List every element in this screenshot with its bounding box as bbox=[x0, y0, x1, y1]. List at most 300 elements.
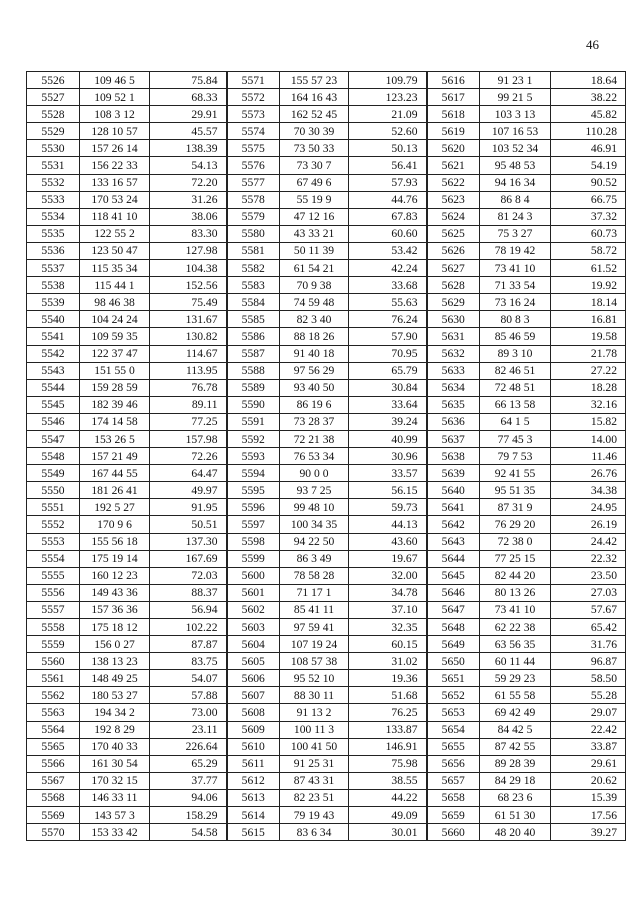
bearing-cell: 118 41 10 bbox=[80, 208, 150, 225]
bearing-cell: 69 42 49 bbox=[480, 704, 551, 721]
bearing-cell: 97 56 29 bbox=[280, 362, 349, 379]
point-id-cell: 5609 bbox=[227, 721, 280, 738]
bearing-cell: 180 53 27 bbox=[80, 687, 150, 704]
distance-cell: 76.25 bbox=[349, 704, 427, 721]
distance-cell: 44.76 bbox=[349, 191, 427, 208]
distance-cell: 51.68 bbox=[349, 687, 427, 704]
distance-cell: 38.22 bbox=[551, 89, 626, 106]
bearing-cell: 71 33 54 bbox=[480, 277, 551, 294]
point-id-cell: 5595 bbox=[227, 482, 280, 499]
bearing-cell: 73 41 10 bbox=[480, 260, 551, 277]
bearing-cell: 61 54 21 bbox=[280, 260, 349, 277]
bearing-cell: 161 30 54 bbox=[80, 755, 150, 772]
point-id-cell: 5550 bbox=[27, 482, 80, 499]
distance-cell: 157.98 bbox=[150, 430, 227, 447]
bearing-cell: 192 5 27 bbox=[80, 499, 150, 516]
bearing-cell: 75 3 27 bbox=[480, 225, 551, 242]
bearing-cell: 81 24 3 bbox=[480, 208, 551, 225]
distance-cell: 96.87 bbox=[551, 653, 626, 670]
point-id-cell: 5541 bbox=[27, 328, 80, 345]
point-id-cell: 5632 bbox=[427, 345, 480, 362]
point-id-cell: 5546 bbox=[27, 413, 80, 430]
point-id-cell: 5580 bbox=[227, 225, 280, 242]
bearing-cell: 109 52 1 bbox=[80, 89, 150, 106]
table-row bbox=[27, 584, 626, 601]
bearing-cell: 68 23 6 bbox=[480, 789, 551, 806]
point-id-cell: 5608 bbox=[227, 704, 280, 721]
table-body bbox=[27, 72, 626, 841]
point-id-cell: 5606 bbox=[227, 670, 280, 687]
distance-cell: 31.02 bbox=[349, 653, 427, 670]
bearing-cell: 100 41 50 bbox=[280, 738, 349, 755]
distance-cell: 138.39 bbox=[150, 140, 227, 157]
distance-cell: 33.87 bbox=[551, 738, 626, 755]
point-id-cell: 5533 bbox=[27, 191, 80, 208]
table-row bbox=[27, 242, 626, 259]
distance-cell: 52.60 bbox=[349, 123, 427, 140]
distance-cell: 17.56 bbox=[551, 807, 626, 824]
point-id-cell: 5572 bbox=[227, 89, 280, 106]
bearing-cell: 85 46 59 bbox=[480, 328, 551, 345]
bearing-cell: 47 12 16 bbox=[280, 208, 349, 225]
bearing-cell: 133 16 57 bbox=[80, 174, 150, 191]
bearing-cell: 78 58 28 bbox=[280, 567, 349, 584]
distance-cell: 31.76 bbox=[551, 636, 626, 653]
bearing-cell: 61 51 30 bbox=[480, 807, 551, 824]
bearing-cell: 95 51 35 bbox=[480, 482, 551, 499]
distance-cell: 23.50 bbox=[551, 567, 626, 584]
distance-cell: 104.38 bbox=[150, 260, 227, 277]
point-id-cell: 5554 bbox=[27, 550, 80, 567]
bearing-cell: 82 46 51 bbox=[480, 362, 551, 379]
bearing-cell: 74 59 48 bbox=[280, 294, 349, 311]
distance-cell: 73.00 bbox=[150, 704, 227, 721]
distance-cell: 26.76 bbox=[551, 465, 626, 482]
bearing-cell: 82 23 51 bbox=[280, 789, 349, 806]
distance-cell: 58.72 bbox=[551, 242, 626, 259]
distance-cell: 110.28 bbox=[551, 123, 626, 140]
distance-cell: 18.28 bbox=[551, 379, 626, 396]
point-id-cell: 5623 bbox=[427, 191, 480, 208]
distance-cell: 56.15 bbox=[349, 482, 427, 499]
distance-cell: 45.57 bbox=[150, 123, 227, 140]
point-id-cell: 5616 bbox=[427, 72, 480, 89]
point-id-cell: 5597 bbox=[227, 516, 280, 533]
bearing-cell: 91 25 31 bbox=[280, 755, 349, 772]
point-id-cell: 5536 bbox=[27, 242, 80, 259]
point-id-cell: 5532 bbox=[27, 174, 80, 191]
point-id-cell: 5568 bbox=[27, 789, 80, 806]
point-id-cell: 5566 bbox=[27, 755, 80, 772]
bearing-cell: 87 43 31 bbox=[280, 772, 349, 789]
table-row bbox=[27, 208, 626, 225]
point-id-cell: 5548 bbox=[27, 448, 80, 465]
bearing-cell: 98 46 38 bbox=[80, 294, 150, 311]
bearing-cell: 92 41 55 bbox=[480, 465, 551, 482]
bearing-cell: 194 34 2 bbox=[80, 704, 150, 721]
distance-cell: 65.29 bbox=[150, 755, 227, 772]
table-row bbox=[27, 601, 626, 618]
point-id-cell: 5534 bbox=[27, 208, 80, 225]
table-row bbox=[27, 174, 626, 191]
point-id-cell: 5528 bbox=[27, 106, 80, 123]
point-id-cell: 5619 bbox=[427, 123, 480, 140]
bearing-cell: 64 1 5 bbox=[480, 413, 551, 430]
distance-cell: 23.11 bbox=[150, 721, 227, 738]
distance-cell: 22.42 bbox=[551, 721, 626, 738]
point-id-cell: 5625 bbox=[427, 225, 480, 242]
point-id-cell: 5570 bbox=[27, 824, 80, 841]
distance-cell: 33.57 bbox=[349, 465, 427, 482]
point-id-cell: 5576 bbox=[227, 157, 280, 174]
bearing-cell: 79 7 53 bbox=[480, 448, 551, 465]
point-id-cell: 5660 bbox=[427, 824, 480, 841]
bearing-cell: 50 11 39 bbox=[280, 242, 349, 259]
point-id-cell: 5551 bbox=[27, 499, 80, 516]
distance-cell: 123.23 bbox=[349, 89, 427, 106]
point-id-cell: 5598 bbox=[227, 533, 280, 550]
bearing-cell: 59 29 23 bbox=[480, 670, 551, 687]
bearing-cell: 73 16 24 bbox=[480, 294, 551, 311]
table-row bbox=[27, 687, 626, 704]
bearing-cell: 60 11 44 bbox=[480, 653, 551, 670]
point-id-cell: 5538 bbox=[27, 277, 80, 294]
table-row bbox=[27, 157, 626, 174]
point-id-cell: 5590 bbox=[227, 396, 280, 413]
table-row bbox=[27, 516, 626, 533]
bearing-cell: 157 36 36 bbox=[80, 601, 150, 618]
table-row bbox=[27, 345, 626, 362]
distance-cell: 40.99 bbox=[349, 430, 427, 447]
bearing-cell: 93 7 25 bbox=[280, 482, 349, 499]
table-row bbox=[27, 260, 626, 277]
distance-cell: 70.95 bbox=[349, 345, 427, 362]
bearing-cell: 155 57 23 bbox=[280, 72, 349, 89]
bearing-cell: 87 42 55 bbox=[480, 738, 551, 755]
distance-cell: 133.87 bbox=[349, 721, 427, 738]
table-row bbox=[27, 123, 626, 140]
bearing-cell: 88 18 26 bbox=[280, 328, 349, 345]
distance-cell: 66.75 bbox=[551, 191, 626, 208]
bearing-cell: 138 13 23 bbox=[80, 653, 150, 670]
point-id-cell: 5558 bbox=[27, 619, 80, 636]
bearing-cell: 85 41 11 bbox=[280, 601, 349, 618]
bearing-cell: 91 40 18 bbox=[280, 345, 349, 362]
bearing-cell: 62 22 38 bbox=[480, 619, 551, 636]
point-id-cell: 5628 bbox=[427, 277, 480, 294]
point-id-cell: 5584 bbox=[227, 294, 280, 311]
distance-cell: 54.58 bbox=[150, 824, 227, 841]
distance-cell: 39.24 bbox=[349, 413, 427, 430]
bearing-cell: 170 32 15 bbox=[80, 772, 150, 789]
point-id-cell: 5583 bbox=[227, 277, 280, 294]
bearing-cell: 175 18 12 bbox=[80, 619, 150, 636]
bearing-cell: 73 50 33 bbox=[280, 140, 349, 157]
table-row bbox=[27, 465, 626, 482]
distance-cell: 56.41 bbox=[349, 157, 427, 174]
point-id-cell: 5633 bbox=[427, 362, 480, 379]
bearing-cell: 77 25 15 bbox=[480, 550, 551, 567]
bearing-cell: 78 19 42 bbox=[480, 242, 551, 259]
distance-cell: 58.50 bbox=[551, 670, 626, 687]
bearing-cell: 72 48 51 bbox=[480, 379, 551, 396]
distance-cell: 167.69 bbox=[150, 550, 227, 567]
distance-cell: 65.79 bbox=[349, 362, 427, 379]
bearing-cell: 80 8 3 bbox=[480, 311, 551, 328]
point-id-cell: 5635 bbox=[427, 396, 480, 413]
distance-cell: 44.13 bbox=[349, 516, 427, 533]
distance-cell: 22.32 bbox=[551, 550, 626, 567]
point-id-cell: 5604 bbox=[227, 636, 280, 653]
bearing-cell: 157 21 49 bbox=[80, 448, 150, 465]
bearing-cell: 153 26 5 bbox=[80, 430, 150, 447]
bearing-cell: 128 10 57 bbox=[80, 123, 150, 140]
point-id-cell: 5526 bbox=[27, 72, 80, 89]
distance-cell: 30.96 bbox=[349, 448, 427, 465]
bearing-cell: 73 30 7 bbox=[280, 157, 349, 174]
point-id-cell: 5539 bbox=[27, 294, 80, 311]
distance-cell: 67.83 bbox=[349, 208, 427, 225]
distance-cell: 29.91 bbox=[150, 106, 227, 123]
point-id-cell: 5649 bbox=[427, 636, 480, 653]
point-id-cell: 5641 bbox=[427, 499, 480, 516]
bearing-cell: 94 16 34 bbox=[480, 174, 551, 191]
table-row bbox=[27, 550, 626, 567]
point-id-cell: 5652 bbox=[427, 687, 480, 704]
bearing-cell: 79 19 43 bbox=[280, 807, 349, 824]
distance-cell: 18.64 bbox=[551, 72, 626, 89]
point-id-cell: 5603 bbox=[227, 619, 280, 636]
point-id-cell: 5636 bbox=[427, 413, 480, 430]
distance-cell: 37.10 bbox=[349, 601, 427, 618]
distance-cell: 56.94 bbox=[150, 601, 227, 618]
point-id-cell: 5659 bbox=[427, 807, 480, 824]
distance-cell: 14.00 bbox=[551, 430, 626, 447]
point-id-cell: 5605 bbox=[227, 653, 280, 670]
distance-cell: 130.82 bbox=[150, 328, 227, 345]
table-row bbox=[27, 328, 626, 345]
bearing-cell: 73 41 10 bbox=[480, 601, 551, 618]
point-id-cell: 5556 bbox=[27, 584, 80, 601]
distance-cell: 38.06 bbox=[150, 208, 227, 225]
bearing-cell: 61 55 58 bbox=[480, 687, 551, 704]
bearing-cell: 170 9 6 bbox=[80, 516, 150, 533]
table-row bbox=[27, 140, 626, 157]
point-id-cell: 5634 bbox=[427, 379, 480, 396]
distance-cell: 102.22 bbox=[150, 619, 227, 636]
bearing-cell: 156 0 27 bbox=[80, 636, 150, 653]
table-row bbox=[27, 294, 626, 311]
point-id-cell: 5631 bbox=[427, 328, 480, 345]
distance-cell: 88.37 bbox=[150, 584, 227, 601]
bearing-cell: 99 48 10 bbox=[280, 499, 349, 516]
distance-cell: 90.52 bbox=[551, 174, 626, 191]
table-row bbox=[27, 738, 626, 755]
table-row bbox=[27, 482, 626, 499]
distance-cell: 76.24 bbox=[349, 311, 427, 328]
table-row bbox=[27, 362, 626, 379]
table-row bbox=[27, 755, 626, 772]
distance-cell: 24.95 bbox=[551, 499, 626, 516]
table-row bbox=[27, 704, 626, 721]
point-id-cell: 5571 bbox=[227, 72, 280, 89]
distance-cell: 27.22 bbox=[551, 362, 626, 379]
table-row bbox=[27, 106, 626, 123]
point-id-cell: 5637 bbox=[427, 430, 480, 447]
bearing-cell: 73 28 37 bbox=[280, 413, 349, 430]
bearing-cell: 63 56 35 bbox=[480, 636, 551, 653]
point-id-cell: 5555 bbox=[27, 567, 80, 584]
point-id-cell: 5654 bbox=[427, 721, 480, 738]
distance-cell: 43.60 bbox=[349, 533, 427, 550]
distance-cell: 59.73 bbox=[349, 499, 427, 516]
bearing-cell: 67 49 6 bbox=[280, 174, 349, 191]
point-id-cell: 5593 bbox=[227, 448, 280, 465]
bearing-cell: 91 23 1 bbox=[480, 72, 551, 89]
point-id-cell: 5562 bbox=[27, 687, 80, 704]
bearing-cell: 94 22 50 bbox=[280, 533, 349, 550]
distance-cell: 19.58 bbox=[551, 328, 626, 345]
point-id-cell: 5527 bbox=[27, 89, 80, 106]
bearing-cell: 115 35 34 bbox=[80, 260, 150, 277]
point-id-cell: 5575 bbox=[227, 140, 280, 157]
distance-cell: 21.78 bbox=[551, 345, 626, 362]
distance-cell: 75.49 bbox=[150, 294, 227, 311]
bearing-cell: 91 13 2 bbox=[280, 704, 349, 721]
bearing-cell: 143 57 3 bbox=[80, 807, 150, 824]
point-id-cell: 5530 bbox=[27, 140, 80, 157]
distance-cell: 39.27 bbox=[551, 824, 626, 841]
bearing-cell: 82 44 20 bbox=[480, 567, 551, 584]
point-id-cell: 5552 bbox=[27, 516, 80, 533]
point-id-cell: 5587 bbox=[227, 345, 280, 362]
point-id-cell: 5643 bbox=[427, 533, 480, 550]
point-id-cell: 5581 bbox=[227, 242, 280, 259]
distance-cell: 83.75 bbox=[150, 653, 227, 670]
bearing-cell: 167 44 55 bbox=[80, 465, 150, 482]
bearing-cell: 80 13 26 bbox=[480, 584, 551, 601]
distance-cell: 113.95 bbox=[150, 362, 227, 379]
bearing-cell: 97 59 41 bbox=[280, 619, 349, 636]
point-id-cell: 5651 bbox=[427, 670, 480, 687]
point-id-cell: 5621 bbox=[427, 157, 480, 174]
point-id-cell: 5600 bbox=[227, 567, 280, 584]
bearing-cell: 84 29 18 bbox=[480, 772, 551, 789]
point-id-cell: 5614 bbox=[227, 807, 280, 824]
point-id-cell: 5644 bbox=[427, 550, 480, 567]
bearing-cell: 99 21 5 bbox=[480, 89, 551, 106]
page-number: 46 bbox=[586, 37, 599, 52]
point-id-cell: 5547 bbox=[27, 430, 80, 447]
distance-cell: 152.56 bbox=[150, 277, 227, 294]
distance-cell: 11.46 bbox=[551, 448, 626, 465]
bearing-cell: 87 31 9 bbox=[480, 499, 551, 516]
table-row bbox=[27, 533, 626, 550]
distance-cell: 15.39 bbox=[551, 789, 626, 806]
bearing-cell: 77 45 3 bbox=[480, 430, 551, 447]
distance-cell: 146.91 bbox=[349, 738, 427, 755]
distance-cell: 109.79 bbox=[349, 72, 427, 89]
point-id-cell: 5656 bbox=[427, 755, 480, 772]
point-id-cell: 5535 bbox=[27, 225, 80, 242]
bearing-cell: 43 33 21 bbox=[280, 225, 349, 242]
bearing-cell: 66 13 58 bbox=[480, 396, 551, 413]
point-id-cell: 5549 bbox=[27, 465, 80, 482]
distance-cell: 57.67 bbox=[551, 601, 626, 618]
distance-cell: 76.78 bbox=[150, 379, 227, 396]
bearing-cell: 71 17 1 bbox=[280, 584, 349, 601]
distance-cell: 57.88 bbox=[150, 687, 227, 704]
bearing-cell: 88 30 11 bbox=[280, 687, 349, 704]
distance-cell: 54.13 bbox=[150, 157, 227, 174]
table-row bbox=[27, 721, 626, 738]
point-id-cell: 5655 bbox=[427, 738, 480, 755]
point-id-cell: 5611 bbox=[227, 755, 280, 772]
point-id-cell: 5567 bbox=[27, 772, 80, 789]
distance-cell: 53.42 bbox=[349, 242, 427, 259]
bearing-cell: 182 39 46 bbox=[80, 396, 150, 413]
distance-cell: 19.67 bbox=[349, 550, 427, 567]
distance-cell: 131.67 bbox=[150, 311, 227, 328]
distance-cell: 57.93 bbox=[349, 174, 427, 191]
point-id-cell: 5620 bbox=[427, 140, 480, 157]
bearing-cell: 146 33 11 bbox=[80, 789, 150, 806]
bearing-cell: 123 50 47 bbox=[80, 242, 150, 259]
distance-cell: 21.09 bbox=[349, 106, 427, 123]
table-row bbox=[27, 670, 626, 687]
bearing-cell: 95 48 53 bbox=[480, 157, 551, 174]
table-row bbox=[27, 396, 626, 413]
point-id-cell: 5592 bbox=[227, 430, 280, 447]
point-id-cell: 5617 bbox=[427, 89, 480, 106]
table-row bbox=[27, 619, 626, 636]
distance-cell: 24.42 bbox=[551, 533, 626, 550]
point-id-cell: 5542 bbox=[27, 345, 80, 362]
bearing-cell: 156 22 33 bbox=[80, 157, 150, 174]
distance-cell: 87.87 bbox=[150, 636, 227, 653]
table-row bbox=[27, 72, 626, 89]
bearing-cell: 160 12 23 bbox=[80, 567, 150, 584]
point-id-cell: 5589 bbox=[227, 379, 280, 396]
distance-cell: 54.07 bbox=[150, 670, 227, 687]
distance-cell: 32.00 bbox=[349, 567, 427, 584]
point-id-cell: 5648 bbox=[427, 619, 480, 636]
point-id-cell: 5588 bbox=[227, 362, 280, 379]
distance-cell: 68.33 bbox=[150, 89, 227, 106]
point-id-cell: 5638 bbox=[427, 448, 480, 465]
point-id-cell: 5596 bbox=[227, 499, 280, 516]
bearing-cell: 174 14 58 bbox=[80, 413, 150, 430]
point-id-cell: 5646 bbox=[427, 584, 480, 601]
distance-cell: 20.62 bbox=[551, 772, 626, 789]
bearing-cell: 70 30 39 bbox=[280, 123, 349, 140]
table-row bbox=[27, 277, 626, 294]
bearing-cell: 100 11 3 bbox=[280, 721, 349, 738]
bearing-cell: 89 28 39 bbox=[480, 755, 551, 772]
point-id-cell: 5563 bbox=[27, 704, 80, 721]
bearing-cell: 86 8 4 bbox=[480, 191, 551, 208]
point-id-cell: 5642 bbox=[427, 516, 480, 533]
bearing-cell: 108 3 12 bbox=[80, 106, 150, 123]
bearing-cell: 103 3 13 bbox=[480, 106, 551, 123]
bearing-cell: 103 52 34 bbox=[480, 140, 551, 157]
bearing-cell: 170 40 33 bbox=[80, 738, 150, 755]
distance-cell: 31.26 bbox=[150, 191, 227, 208]
point-id-cell: 5582 bbox=[227, 260, 280, 277]
distance-cell: 60.73 bbox=[551, 225, 626, 242]
distance-cell: 50.13 bbox=[349, 140, 427, 157]
bearing-cell: 90 0 0 bbox=[280, 465, 349, 482]
